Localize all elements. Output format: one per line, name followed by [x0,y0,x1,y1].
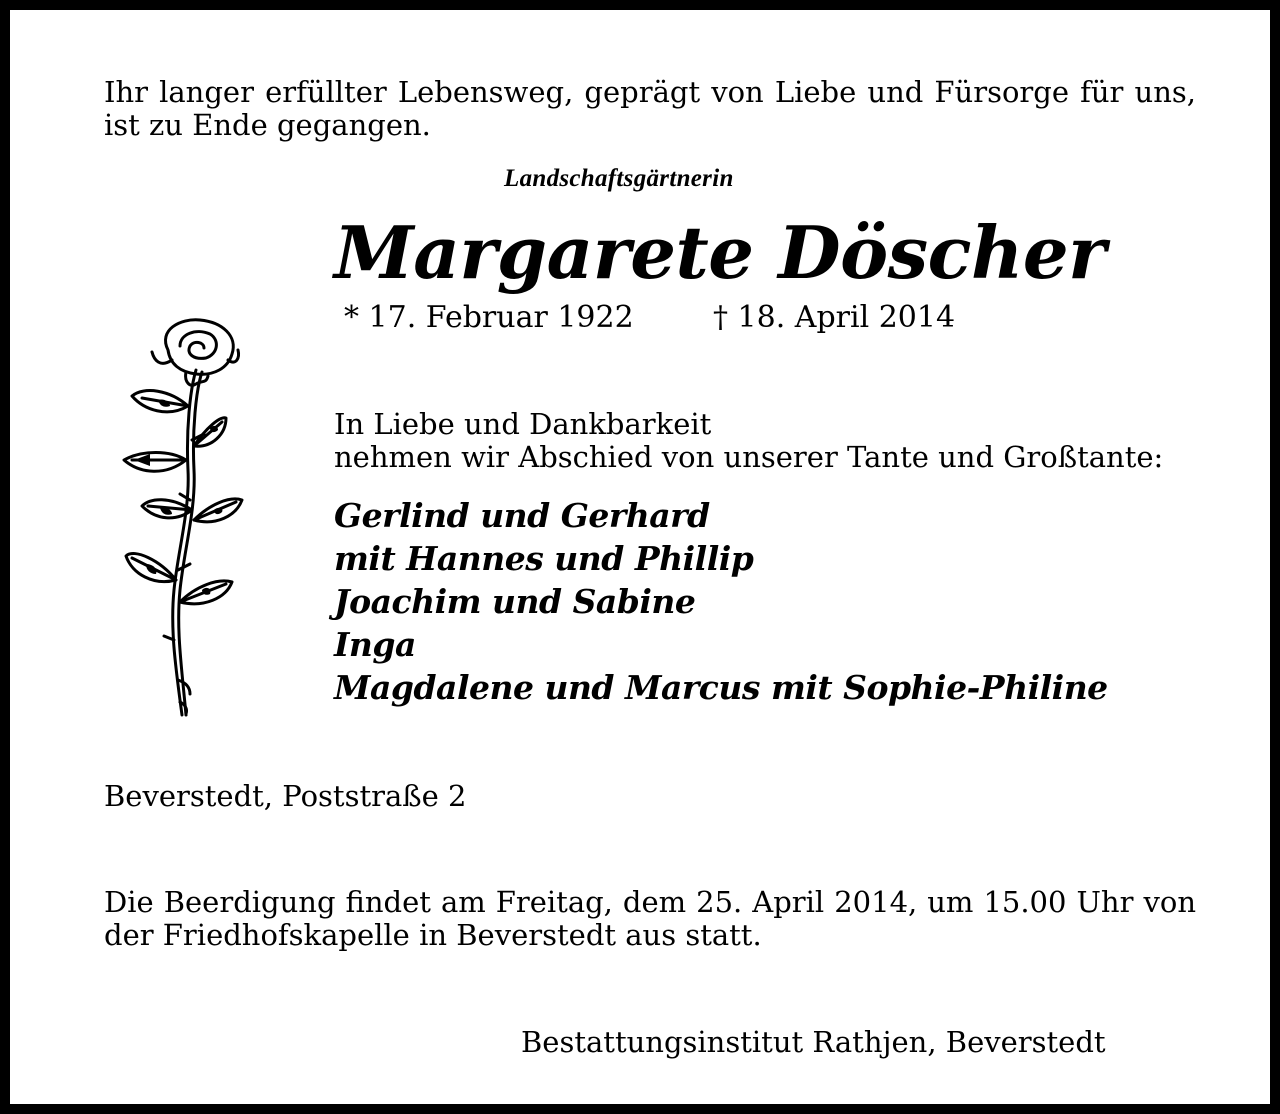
farewell-line-1: In Liebe und Dankbarkeit [334,407,712,441]
rose-icon [110,310,250,725]
family-line-5: Magdalene und Marcus mit Sophie-Philine [334,668,1108,707]
family-line-2: mit Hannes und Phillip [334,539,754,578]
undertaker-text: Bestattungsinstitut Rathjen, Beverstedt [521,1025,1106,1059]
family-line-4: Inga [334,625,416,664]
birth-date: * 17. Februar 1922 [344,300,634,335]
intro-text: Ihr langer erfüllter Lebensweg, geprägt von Liebe und Fürsorge für uns, ist zu Ende gegangen. [104,75,1196,142]
family-line-1: Gerlind und Gerhard [334,496,710,535]
farewell-line-2: nehmen wir Abschied von unserer Tante und Großtante: [334,440,1164,474]
family-line-3: Joachim und Sabine [334,582,696,621]
funeral-text: Die Beerdigung findet am Freitag, dem 25. April 2014, um 15.00 Uhr von der Friedhofskapelle in Beverstedt aus statt. [104,885,1196,952]
deceased-name: Margarete Döscher [334,210,1106,295]
address-text: Beverstedt, Poststraße 2 [104,779,467,813]
farewell-text [334,408,1163,474]
death-date: † 18. April 2014 [713,300,956,335]
profession-title: Landschaftsgärtnerin [504,165,734,192]
